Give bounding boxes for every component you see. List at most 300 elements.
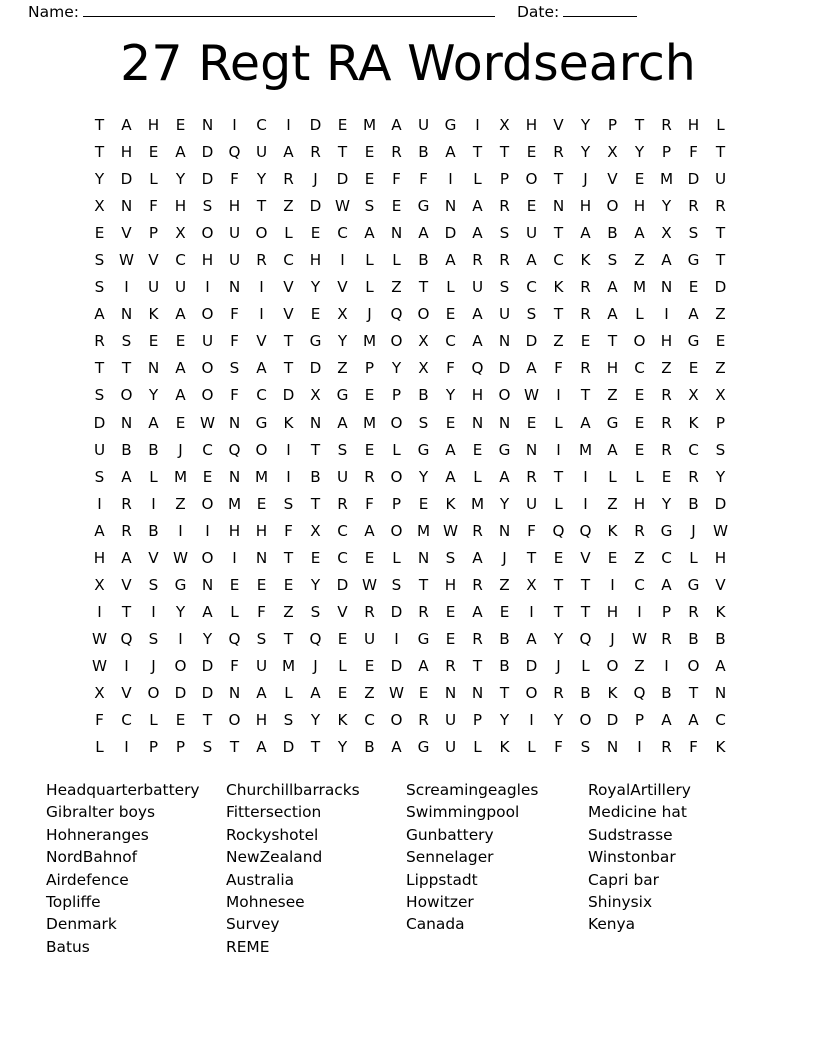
grid-cell[interactable]: T (553, 305, 564, 324)
grid-cell[interactable]: E (445, 602, 456, 621)
grid-cell[interactable]: P (661, 143, 672, 162)
grid-cell[interactable]: I (178, 629, 183, 648)
grid-cell[interactable]: N (228, 683, 241, 702)
word-list-item[interactable]: Medicine hat (588, 803, 687, 822)
grid-cell[interactable]: G (255, 413, 268, 432)
grid-cell[interactable]: F (230, 656, 239, 675)
grid-cell[interactable]: V (283, 278, 294, 297)
grid-cell[interactable]: V (283, 305, 294, 324)
grid-cell[interactable]: B (418, 251, 429, 270)
grid-cell[interactable]: A (688, 711, 699, 730)
grid-cell[interactable]: B (499, 656, 510, 675)
grid-cell[interactable]: V (337, 602, 348, 621)
grid-cell[interactable]: A (121, 116, 132, 134)
grid-cell[interactable]: S (148, 575, 159, 594)
grid-cell[interactable]: H (471, 386, 484, 405)
grid-cell[interactable]: L (635, 305, 644, 324)
grid-cell[interactable]: A (175, 143, 186, 162)
grid-cell[interactable]: T (553, 170, 564, 189)
grid-cell[interactable]: V (553, 116, 564, 134)
grid-cell[interactable]: H (687, 116, 700, 134)
grid-cell[interactable]: B (499, 629, 510, 648)
grid-cell[interactable]: I (448, 170, 453, 189)
grid-cell[interactable]: E (337, 116, 348, 134)
grid-cell[interactable]: D (201, 143, 214, 162)
grid-cell[interactable]: H (228, 521, 241, 540)
grid-cell[interactable]: J (313, 170, 318, 189)
grid-cell[interactable]: U (714, 170, 727, 189)
grid-cell[interactable]: N (498, 521, 511, 540)
grid-cell[interactable]: E (337, 629, 348, 648)
grid-cell[interactable]: I (232, 116, 237, 134)
grid-cell[interactable]: Q (228, 440, 241, 459)
grid-cell[interactable]: R (445, 656, 456, 675)
grid-cell[interactable]: A (472, 197, 483, 216)
word-list-item[interactable]: RoyalArtillery (588, 781, 691, 799)
grid-cell[interactable]: B (364, 738, 375, 757)
grid-cell[interactable]: I (556, 386, 561, 405)
grid-cell[interactable]: H (606, 602, 619, 621)
word-list-item[interactable]: Mohnesee (226, 893, 305, 912)
grid-cell[interactable]: E (175, 711, 186, 730)
grid-cell[interactable]: B (688, 629, 699, 648)
grid-cell[interactable]: W (118, 251, 135, 270)
grid-cell[interactable]: C (121, 711, 132, 730)
grid-cell[interactable]: U (417, 116, 430, 134)
grid-cell[interactable]: Q (228, 629, 241, 648)
grid-cell[interactable]: E (526, 197, 537, 216)
grid-cell[interactable]: E (688, 359, 699, 378)
grid-cell[interactable]: C (175, 251, 186, 270)
grid-cell[interactable]: I (529, 602, 534, 621)
grid-cell[interactable]: A (283, 143, 294, 162)
grid-cell[interactable]: D (606, 711, 619, 730)
grid-cell[interactable]: M (470, 494, 485, 513)
grid-cell[interactable]: S (499, 224, 510, 243)
grid-cell[interactable]: I (259, 278, 264, 297)
grid-cell[interactable]: K (715, 602, 726, 621)
grid-cell[interactable]: E (634, 386, 645, 405)
grid-cell[interactable]: I (286, 440, 291, 459)
grid-cell[interactable]: B (607, 224, 618, 243)
grid-cell[interactable]: E (202, 467, 213, 486)
grid-cell[interactable]: O (687, 656, 700, 675)
word-list-item[interactable]: Howitzer (406, 893, 474, 912)
grid-cell[interactable]: D (525, 656, 538, 675)
grid-cell[interactable]: N (660, 278, 673, 297)
grid-cell[interactable]: Q (228, 143, 241, 162)
grid-cell[interactable]: W (361, 575, 378, 594)
grid-cell[interactable]: Z (607, 494, 618, 513)
grid-cell[interactable]: D (120, 170, 133, 189)
grid-cell[interactable]: V (715, 575, 726, 594)
grid-cell[interactable]: U (444, 738, 457, 757)
grid-cell[interactable]: E (499, 602, 510, 621)
grid-cell[interactable]: Q (579, 629, 592, 648)
grid-cell[interactable]: F (527, 521, 536, 540)
grid-cell[interactable]: E (553, 548, 564, 567)
grid-cell[interactable]: M (254, 467, 269, 486)
grid-cell[interactable]: O (201, 548, 214, 567)
word-list-item[interactable]: Survey (226, 915, 280, 934)
grid-cell[interactable]: T (580, 386, 591, 405)
grid-cell[interactable]: N (606, 738, 619, 757)
grid-cell[interactable]: A (472, 332, 483, 351)
grid-cell[interactable]: M (416, 521, 431, 540)
grid-cell[interactable]: M (362, 332, 377, 351)
grid-cell[interactable]: T (472, 656, 483, 675)
grid-cell[interactable]: R (364, 602, 375, 621)
name-write-line[interactable] (83, 3, 495, 17)
grid-cell[interactable]: W (523, 386, 540, 405)
grid-cell[interactable]: R (121, 521, 132, 540)
word-list-item[interactable]: Churchillbarracks (226, 781, 360, 799)
grid-cell[interactable]: A (580, 413, 591, 432)
grid-cell[interactable]: W (199, 413, 216, 432)
grid-cell[interactable]: T (634, 116, 645, 134)
grid-cell[interactable]: E (148, 143, 159, 162)
grid-cell[interactable]: T (310, 440, 321, 459)
grid-cell[interactable]: W (442, 521, 459, 540)
grid-cell[interactable]: N (417, 548, 430, 567)
grid-cell[interactable]: D (309, 197, 322, 216)
grid-cell[interactable]: T (553, 467, 564, 486)
grid-cell[interactable]: R (472, 575, 483, 594)
grid-cell[interactable]: M (227, 494, 242, 513)
date-write-line[interactable] (563, 3, 637, 17)
grid-cell[interactable]: A (661, 251, 672, 270)
grid-cell[interactable]: C (715, 711, 726, 730)
grid-cell[interactable]: D (336, 170, 349, 189)
grid-cell[interactable]: V (148, 548, 159, 567)
grid-cell[interactable]: U (471, 278, 484, 297)
grid-cell[interactable]: T (553, 224, 564, 243)
grid-cell[interactable]: A (445, 440, 456, 459)
grid-cell[interactable]: R (337, 494, 348, 513)
grid-cell[interactable]: N (147, 359, 160, 378)
grid-cell[interactable]: E (364, 170, 375, 189)
grid-cell[interactable]: L (554, 413, 563, 432)
grid-cell[interactable]: X (337, 305, 348, 324)
grid-cell[interactable]: S (202, 197, 213, 216)
grid-cell[interactable]: E (175, 116, 186, 134)
grid-cell[interactable]: G (687, 251, 700, 270)
grid-cell[interactable]: X (94, 197, 105, 216)
grid-cell[interactable]: K (688, 413, 699, 432)
grid-cell[interactable]: E (526, 143, 537, 162)
grid-cell[interactable]: A (391, 738, 402, 757)
grid-cell[interactable]: S (202, 738, 213, 757)
grid-cell[interactable]: I (124, 738, 129, 757)
grid-cell[interactable]: Y (553, 629, 564, 648)
grid-cell[interactable]: A (688, 305, 699, 324)
grid-cell[interactable]: S (94, 386, 105, 405)
grid-cell[interactable]: C (553, 251, 564, 270)
grid-cell[interactable]: N (228, 413, 241, 432)
grid-cell[interactable]: E (634, 170, 645, 189)
grid-cell[interactable]: N (120, 305, 133, 324)
grid-cell[interactable]: A (607, 305, 618, 324)
grid-cell[interactable]: Y (310, 711, 321, 730)
grid-cell[interactable]: I (151, 494, 156, 513)
grid-cell[interactable]: C (337, 224, 348, 243)
grid-cell[interactable]: Q (309, 629, 322, 648)
grid-cell[interactable]: A (175, 359, 186, 378)
grid-cell[interactable]: Z (634, 548, 645, 567)
word-list-item[interactable]: Sennelager (406, 848, 494, 867)
grid-cell[interactable]: O (255, 440, 268, 459)
grid-cell[interactable]: Y (580, 143, 591, 162)
grid-cell[interactable]: T (553, 575, 564, 594)
grid-cell[interactable]: O (525, 170, 538, 189)
grid-cell[interactable]: L (230, 602, 239, 621)
grid-cell[interactable]: L (284, 683, 293, 702)
grid-cell[interactable]: U (93, 440, 106, 459)
grid-cell[interactable]: U (255, 656, 268, 675)
grid-cell[interactable]: L (392, 440, 401, 459)
grid-cell[interactable]: X (94, 683, 105, 702)
grid-cell[interactable]: R (526, 467, 537, 486)
grid-cell[interactable]: H (228, 197, 241, 216)
grid-cell[interactable]: X (526, 575, 537, 594)
grid-cell[interactable]: E (175, 413, 186, 432)
grid-cell[interactable]: T (580, 602, 591, 621)
word-list-item[interactable]: Denmark (46, 915, 117, 934)
grid-cell[interactable]: T (94, 359, 105, 378)
grid-cell[interactable]: X (418, 332, 429, 351)
grid-cell[interactable]: M (632, 278, 647, 297)
word-list-item[interactable]: Screamingeagles (406, 781, 539, 799)
grid-cell[interactable]: X (715, 386, 726, 405)
grid-cell[interactable]: A (472, 602, 483, 621)
grid-cell[interactable]: D (282, 386, 295, 405)
grid-cell[interactable]: C (634, 575, 645, 594)
grid-cell[interactable]: F (689, 738, 698, 757)
grid-cell[interactable]: D (93, 413, 106, 432)
grid-cell[interactable]: R (499, 197, 510, 216)
word-list-item[interactable]: Rockyshotel (226, 825, 319, 844)
grid-cell[interactable]: G (417, 738, 430, 757)
grid-cell[interactable]: I (124, 278, 129, 297)
grid-cell[interactable]: Z (283, 602, 294, 621)
grid-cell[interactable]: Z (337, 359, 348, 378)
word-list-item[interactable]: Headquarterbattery (46, 781, 200, 799)
grid-cell[interactable]: I (97, 602, 102, 621)
grid-cell[interactable]: Y (634, 143, 645, 162)
grid-cell[interactable]: L (95, 738, 104, 757)
grid-cell[interactable]: A (175, 386, 186, 405)
grid-cell[interactable]: G (174, 575, 187, 594)
grid-cell[interactable]: Y (499, 711, 510, 730)
grid-cell[interactable]: C (337, 548, 348, 567)
grid-cell[interactable]: X (607, 143, 618, 162)
grid-cell[interactable]: A (526, 359, 537, 378)
grid-cell[interactable]: R (688, 467, 699, 486)
grid-cell[interactable]: P (499, 170, 510, 189)
grid-cell[interactable]: P (391, 386, 402, 405)
grid-cell[interactable]: L (689, 548, 698, 567)
grid-cell[interactable]: S (283, 711, 294, 730)
word-list-item[interactable]: Topliffe (46, 893, 101, 912)
grid-cell[interactable]: S (391, 575, 402, 594)
grid-cell[interactable]: A (148, 413, 159, 432)
grid-cell[interactable]: O (390, 413, 403, 432)
grid-cell[interactable]: H (255, 711, 268, 730)
word-list-item[interactable]: Gunbattery (406, 825, 494, 844)
grid-cell[interactable]: R (418, 711, 429, 730)
grid-cell[interactable]: E (634, 440, 645, 459)
grid-cell[interactable]: S (688, 224, 699, 243)
grid-cell[interactable]: L (608, 467, 617, 486)
grid-cell[interactable]: O (417, 305, 430, 324)
grid-cell[interactable]: T (256, 197, 267, 216)
grid-cell[interactable]: R (661, 386, 672, 405)
grid-cell[interactable]: Q (120, 629, 133, 648)
grid-cell[interactable]: M (362, 413, 377, 432)
grid-cell[interactable]: A (94, 521, 105, 540)
grid-cell[interactable]: S (283, 494, 294, 513)
grid-cell[interactable]: O (498, 386, 511, 405)
grid-cell[interactable]: B (661, 683, 672, 702)
grid-cell[interactable]: I (394, 629, 399, 648)
grid-cell[interactable]: F (365, 494, 374, 513)
grid-cell[interactable]: I (97, 494, 102, 513)
grid-cell[interactable]: Y (175, 170, 186, 189)
grid-cell[interactable]: W (388, 683, 405, 702)
grid-cell[interactable]: H (93, 548, 106, 567)
grid-cell[interactable]: O (228, 711, 241, 730)
grid-cell[interactable]: T (688, 683, 699, 702)
grid-cell[interactable]: Y (202, 629, 213, 648)
grid-cell[interactable]: X (175, 224, 186, 243)
grid-cell[interactable]: G (417, 440, 430, 459)
word-list-item[interactable]: Winstonbar (588, 848, 676, 867)
grid-cell[interactable]: T (121, 359, 132, 378)
grid-cell[interactable]: V (580, 548, 591, 567)
grid-cell[interactable]: A (445, 467, 456, 486)
grid-cell[interactable]: I (205, 278, 210, 297)
grid-cell[interactable]: I (556, 440, 561, 459)
grid-cell[interactable]: S (94, 278, 105, 297)
grid-cell[interactable]: T (553, 602, 564, 621)
grid-cell[interactable]: Y (337, 332, 348, 351)
grid-cell[interactable]: I (637, 738, 642, 757)
grid-cell[interactable]: V (148, 251, 159, 270)
grid-cell[interactable]: R (472, 521, 483, 540)
grid-cell[interactable]: E (175, 332, 186, 351)
grid-cell[interactable]: Z (553, 332, 564, 351)
grid-cell[interactable]: D (309, 116, 322, 134)
grid-cell[interactable]: N (228, 467, 241, 486)
grid-cell[interactable]: Y (580, 116, 591, 134)
grid-cell[interactable]: E (229, 575, 240, 594)
grid-cell[interactable]: K (445, 494, 456, 513)
grid-cell[interactable]: A (337, 413, 348, 432)
grid-cell[interactable]: T (418, 278, 429, 297)
grid-cell[interactable]: D (525, 332, 538, 351)
grid-cell[interactable]: H (525, 116, 538, 134)
grid-cell[interactable]: X (688, 386, 699, 405)
grid-cell[interactable]: M (281, 656, 296, 675)
grid-cell[interactable]: F (149, 197, 158, 216)
grid-cell[interactable]: X (418, 359, 429, 378)
grid-cell[interactable]: V (337, 278, 348, 297)
grid-cell[interactable]: N (498, 332, 511, 351)
grid-cell[interactable]: A (526, 251, 537, 270)
grid-cell[interactable]: F (284, 521, 293, 540)
grid-cell[interactable]: F (230, 305, 239, 324)
grid-cell[interactable]: G (606, 413, 619, 432)
grid-cell[interactable]: G (417, 629, 430, 648)
grid-cell[interactable]: G (687, 575, 700, 594)
grid-cell[interactable]: Y (445, 386, 456, 405)
grid-cell[interactable]: L (473, 170, 482, 189)
grid-cell[interactable]: I (286, 116, 291, 134)
grid-cell[interactable]: E (445, 413, 456, 432)
grid-cell[interactable]: U (444, 711, 457, 730)
grid-cell[interactable]: D (714, 494, 727, 513)
word-list-item[interactable]: Swimmingpool (406, 803, 520, 822)
word-list-item[interactable]: Capri bar (588, 870, 659, 889)
grid-cell[interactable]: X (661, 224, 672, 243)
grid-cell[interactable]: L (392, 548, 401, 567)
grid-cell[interactable]: L (527, 738, 536, 757)
grid-cell[interactable]: U (174, 278, 187, 297)
grid-cell[interactable]: T (526, 548, 537, 567)
grid-cell[interactable]: P (634, 711, 645, 730)
grid-cell[interactable]: T (580, 575, 591, 594)
grid-cell[interactable]: L (554, 494, 563, 513)
grid-cell[interactable]: T (418, 575, 429, 594)
grid-cell[interactable]: T (607, 332, 618, 351)
grid-cell[interactable]: W (91, 656, 108, 675)
grid-cell[interactable]: Y (256, 170, 267, 189)
grid-cell[interactable]: I (583, 467, 588, 486)
grid-cell[interactable]: Z (634, 251, 645, 270)
grid-cell[interactable]: J (556, 656, 561, 675)
grid-cell[interactable]: E (337, 683, 348, 702)
grid-cell[interactable]: B (148, 521, 159, 540)
grid-cell[interactable]: S (94, 251, 105, 270)
grid-cell[interactable]: N (714, 683, 727, 702)
grid-cell[interactable]: E (418, 683, 429, 702)
grid-cell[interactable]: H (714, 548, 727, 567)
grid-cell[interactable]: X (499, 116, 510, 134)
grid-cell[interactable]: E (364, 656, 375, 675)
grid-cell[interactable]: H (606, 359, 619, 378)
grid-cell[interactable]: S (715, 440, 726, 459)
grid-cell[interactable]: R (688, 197, 699, 216)
grid-cell[interactable]: H (309, 251, 322, 270)
grid-cell[interactable]: W (172, 548, 189, 567)
grid-cell[interactable]: K (148, 305, 159, 324)
grid-cell[interactable]: P (391, 494, 402, 513)
grid-cell[interactable]: A (418, 656, 429, 675)
grid-cell[interactable]: C (202, 440, 213, 459)
grid-cell[interactable]: N (390, 224, 403, 243)
grid-cell[interactable]: Y (715, 467, 726, 486)
grid-cell[interactable]: V (607, 170, 618, 189)
grid-cell[interactable]: Y (661, 494, 672, 513)
grid-cell[interactable]: R (580, 305, 591, 324)
grid-cell[interactable]: O (201, 359, 214, 378)
grid-cell[interactable]: D (282, 738, 295, 757)
grid-cell[interactable]: E (607, 548, 618, 567)
grid-cell[interactable]: S (229, 359, 240, 378)
grid-cell[interactable]: E (364, 143, 375, 162)
grid-cell[interactable]: Y (148, 386, 159, 405)
grid-cell[interactable]: B (418, 143, 429, 162)
